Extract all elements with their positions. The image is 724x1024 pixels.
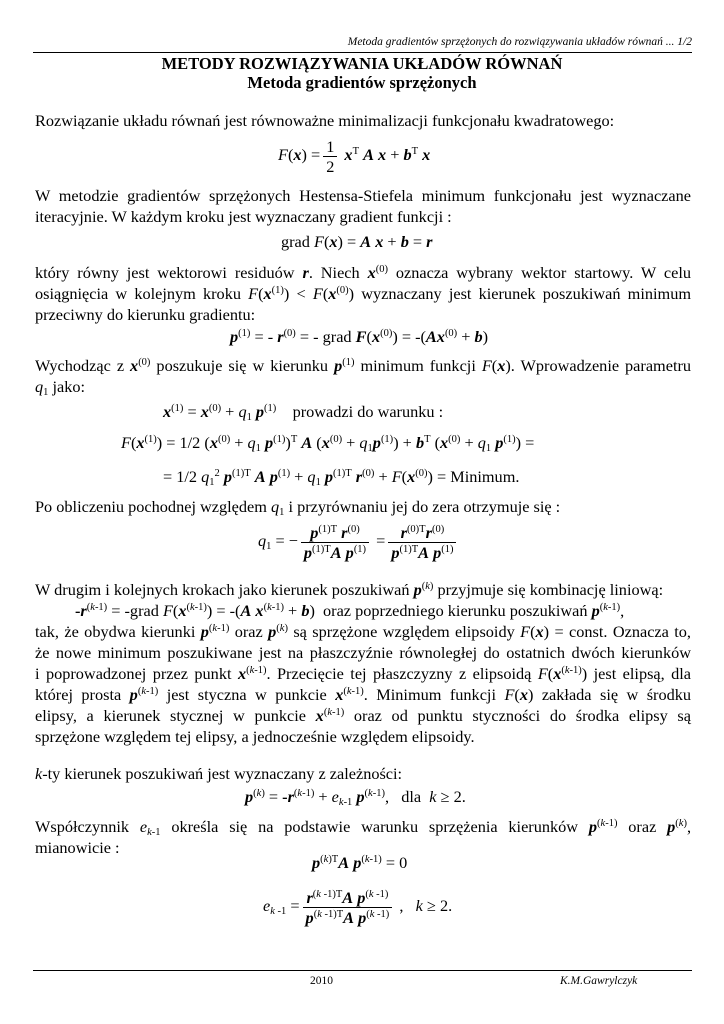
kth-direction-paragraph: k-ty kierunek poszukiwań jest wyznaczany z zależności: (35, 764, 403, 783)
header-rule (33, 52, 692, 53)
conjugacy-paragraph-line1: tak, że obydwa kierunki $p^{(k-1)}$ oraz $p^{(k)}$ są sprzężone względem elipsoidy F(x) = const. Oznacza to, (35, 622, 691, 641)
combination-paragraph-line2: $-r^{(k-1)}$ = -grad $F(x^{(k-1)}) = -(A$ $x^{(k-1)} + b$) oraz poprzedniego kierunku poszukiwań $p^{(k-1)}$, (75, 601, 625, 620)
conjugacy-paragraph-line6: sprzężone względem tej elipsy, a jednocześnie względem elipsoidy. (35, 727, 475, 746)
method-paragraph-line2: iteracyjnie. W każdym kroku jest wyznaczany gradient funkcji : (35, 207, 452, 226)
page-title: METODY ROZWIĄZYWANIA UKŁADÓW RÓWNAŃ (161, 54, 563, 73)
conjugacy-paragraph-line2: że nowe minimum poszukiwane jest na płaszczyźnie równoległej do ostatnich dwóch kierunków (35, 643, 691, 662)
equation-conjugacy-condition: $p^{(k)T}A$ $p^{(k-1)} = 0$ (312, 853, 408, 872)
conjugacy-paragraph-line4: której prosta $p^{(k-1)}$ jest styczna w punkcie $x^{(k-1)}$. Minimum funkcji F(x) zakłada się w środku (35, 685, 692, 704)
equation-update-x: $x^{(1)} = x^{(0)} + q_1$ $p^{(1)}$ prowadzi do warunku : (163, 402, 444, 423)
equation-gradient: grad F(x) = A x + b = r (281, 232, 433, 251)
footer-author: K.M.Gawrylczyk (560, 975, 638, 987)
equation-q1: $q_1$ = − $\frac{p^{(1)T} r^{(0)}}{p^{(1)T}A p^{(1)}}$ = $\frac{r^{(0)T}r^{(0)}}{p^{(1)T}A p^{(1)}}$ (258, 523, 459, 562)
equation-first-direction: $p^{(1)}$ = - $r^{(0)}$ = - grad $F(x^{(0)}) = -(Ax^{(0)} + b)$ (230, 327, 489, 346)
coefficient-paragraph-line1: Współczynnik $e_{k-1}$ określa się na podstawie warunku sprzężenia kierunków $p^{(k-1)}$ oraz $p^{(k)}$, (35, 817, 692, 838)
conjugacy-paragraph-line3: i poprowadzonej przez punkt $x^{(k-1)}$. Przecięcie tej płaszczyzny z elipsoidą $F(x^{(k-1)})$ jest elipsą, dla (35, 664, 692, 683)
equation-coefficient: $e_{k -1}$ = $\frac{r^{(k -1)T}A p^{(k -1)}}{p^{(k -1)T}A p^{(k -1)}}$ , k ≥ 2. (263, 888, 453, 927)
residual-paragraph-line3: przeciwny do kierunku gradientu: (35, 305, 256, 324)
intro-paragraph: Rozwiązanie układu równań jest równoważne minimalizacji funkcjonału kwadratowego: (35, 111, 615, 130)
equation-functional-expansion-2: = 1/2 $q_1^2$ $p^{(1)T}$ A $p^{(1)} + q_1$ $p^{(1)T}$ $r^{(0)} + F(x^{(0)})$ = Minimum. (163, 467, 520, 488)
equation-functional: F(x) = $\frac{1}{2}$ $x^T$ A $x + b^T$ x (278, 137, 431, 176)
method-paragraph-line1: W metodzie gradientów sprzężonych Hestensa-Stiefela minimum funkcjonału jest wyznaczane (35, 186, 691, 205)
footer-year: 2010 (310, 975, 333, 987)
page-subtitle: Metoda gradientów sprzężonych (247, 73, 477, 92)
parameter-paragraph-line2: $q_1$ jako: (35, 377, 86, 398)
residual-paragraph-line2: osiągnięcia w kolejnym kroku $F(x^{(1)}) < F(x^{(0)})$ wyznaczany jest kierunek poszukiwań minimum (35, 284, 691, 303)
footer-rule (33, 970, 692, 971)
conjugacy-paragraph-line5: elipsy, a kierunek stycznej w punkcie $x^{(k-1)}$ oraz od punktu styczności do środka elipsy są (35, 706, 691, 725)
equation-kth-direction: $p^{(k)} = -r^{(k-1)} + e_{k-1}$ $p^{(k-1)}$, dla k ≥ 2. (245, 787, 466, 808)
running-header: Metoda gradientów sprzężonych do rozwiązywania układów równań ... 1/2 (347, 36, 692, 48)
residual-paragraph-line1: który równy jest wektorowi residuów r. Niech $x^{(0)}$ oznacza wybrany wektor startowy. W celu (35, 263, 692, 282)
combination-paragraph-line1: W drugim i kolejnych krokach jako kierunek poszukiwań $p^{(k)}$ przyjmuje się kombinację liniową: (35, 580, 664, 599)
equation-functional-expansion-1: $F(x^{(1)}) = 1/2$ ($x^{(0)} + q_1$ $p^{(1)})^T$ A $(x^{(0)} + q_1p^{(1)}) + b^T$ ($x^{(0)} + q_1$ $p^{(1)}$) = (121, 433, 535, 454)
parameter-paragraph-line1: Wychodząc z $x^{(0)}$ poszukuje się w kierunku $p^{(1)}$ minimum funkcji F(x). Wprowadzenie parametru (35, 356, 692, 375)
coefficient-paragraph-line2: mianowicie : (35, 838, 120, 857)
derivative-paragraph: Po obliczeniu pochodnej względem $q_1$ i przyrównaniu jej do zera otrzymuje się : (35, 497, 561, 518)
